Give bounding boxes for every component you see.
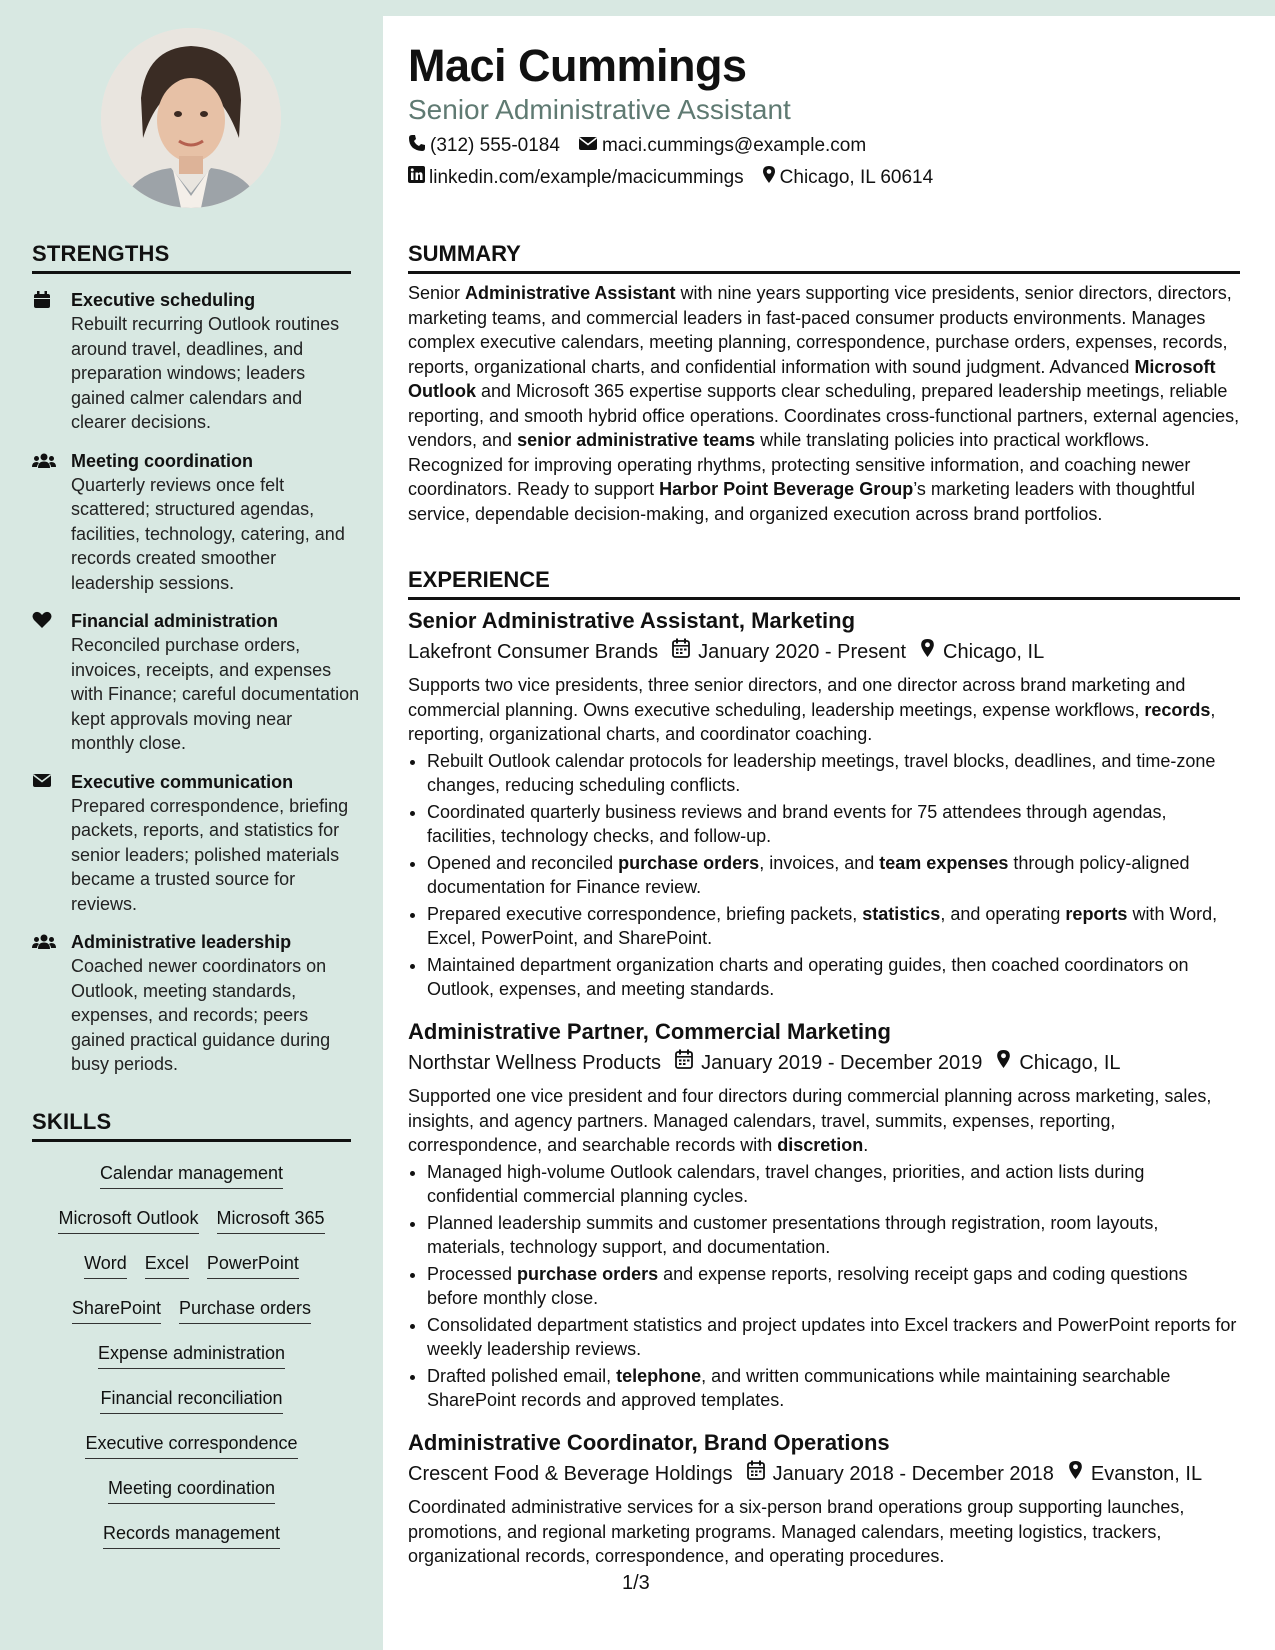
strength-desc: Quarterly reviews once felt scattered; structured agendas, facilities, technology, catering, and records created smoother leadership sessions. (71, 474, 345, 593)
bold-phrase: Harbor Point Beverage Group (659, 479, 914, 499)
strength-title: Administrative leadership (71, 932, 292, 952)
job-bullet: • Coordinated quarterly business reviews and brand events for 75 attendees through agendas, facilities, technology checks, and follow-up. (427, 800, 1240, 849)
page-number: 1/3 (622, 1572, 650, 1594)
strength-desc: Rebuilt recurring Outlook routines around travel, deadlines, and preparation windows; leaders gained calmer calendars and clearer decisions. (71, 314, 340, 432)
contact-row (408, 165, 951, 190)
bold-phrase: statistics (862, 903, 941, 924)
job-location: Chicago, IL (1019, 1052, 1121, 1074)
email-link[interactable]: maci.cummings@example.com (601, 135, 867, 156)
job-meta (408, 637, 1240, 667)
candidate-name: Maci Cummings (408, 40, 747, 91)
skill-tag: Records management (103, 1521, 280, 1549)
bold-phrase: telephone (616, 1365, 702, 1386)
strength-item (30, 609, 360, 756)
skills-heading: SKILLS (32, 1109, 351, 1142)
job-bullet: • Managed high-volume Outlook calendars, travel changes, priorities, and action lists during confidential commercial planning cycles. (427, 1160, 1240, 1209)
users-icon (32, 932, 54, 952)
job-title: Administrative Coordinator, Brand Operations (408, 1430, 890, 1455)
skill-tag: Meeting coordination (108, 1476, 275, 1504)
skill-row (32, 1296, 351, 1341)
job-dates: January 2018 - December 2018 (772, 1463, 1054, 1485)
job-bullets (408, 1160, 1240, 1413)
skills-list (32, 1161, 351, 1566)
envelope-icon (578, 135, 602, 157)
strength-item (30, 770, 360, 917)
job-title: Administrative Partner, Commercial Marketing (408, 1019, 891, 1044)
bold-phrase: Microsoft Outlook (408, 356, 1216, 401)
strength-item (30, 288, 360, 435)
skill-row (32, 1341, 351, 1386)
heart-icon (32, 611, 54, 631)
strength-item (30, 930, 360, 1077)
profile-photo (101, 28, 281, 208)
phone-text: (312) 555-0184 (430, 135, 560, 156)
skill-tag: Microsoft Outlook (58, 1206, 198, 1234)
skill-row (32, 1206, 351, 1251)
skill-tag: Executive correspondence (85, 1431, 297, 1459)
bold-phrase: purchase orders (517, 1263, 659, 1284)
map-pin-icon (982, 1048, 1019, 1078)
bold-phrase: reports (1065, 903, 1128, 924)
calendar-icon (658, 637, 698, 667)
job-entry (408, 1429, 1240, 1569)
users-icon (32, 451, 54, 471)
job-bullet: • Processed purchase orders and expense reports, resolving receipt gaps and coding questions before monthly close. (427, 1262, 1240, 1311)
map-pin-icon (762, 165, 780, 190)
skill-tag: Excel (145, 1251, 189, 1279)
job-dates: January 2019 - December 2019 (701, 1052, 983, 1074)
job-location: Chicago, IL (943, 641, 1045, 663)
skill-row (32, 1521, 351, 1566)
calendar-icon (32, 290, 54, 310)
experience-heading: EXPERIENCE (408, 567, 1240, 600)
skill-row (32, 1251, 351, 1296)
strength-title: Executive scheduling (71, 290, 256, 310)
job-entry (408, 607, 1240, 1004)
job-location: Evanston, IL (1090, 1463, 1203, 1485)
skill-tag: SharePoint (72, 1296, 161, 1324)
contact-row (408, 134, 884, 158)
skill-tag: Purchase orders (179, 1296, 311, 1324)
strength-desc: Prepared correspondence, briefing packets, reports, and statistics for senior leaders; polished materials became a trusted source for reviews. (71, 795, 349, 914)
bold-phrase: Administrative Assistant (465, 283, 676, 303)
skill-tag: PowerPoint (207, 1251, 299, 1279)
job-bullet: • Prepared executive correspondence, briefing packets, statistics, and operating reports with Word, Excel, PowerPoint, and SharePoint. (427, 902, 1240, 951)
job-bullet: • Drafted polished email, telephone, and written communications while maintaining searchable SharePoint records and approved templates. (427, 1364, 1240, 1413)
job-title: Senior Administrative Assistant, Marketing (408, 608, 856, 633)
phone-icon (408, 134, 430, 158)
job-description: Coordinated administrative services for a six-person brand operations group supporting launches, promotions, and regional marketing programs. Managed calendars, meeting logistics, trackers, organizational records, correspondence, and operating procedures. (408, 1497, 1185, 1566)
skill-row (32, 1161, 351, 1206)
bold-phrase: discretion (777, 1135, 864, 1155)
envelope-icon (32, 772, 54, 792)
summary-text: Senior Administrative Assistant with nine years supporting vice presidents, senior directors, directors, marketing teams, and commercial leaders in fast-paced consumer products environments. Manages complex executive calendars, meeting planning, correspondence, purchase orders, expenses, records, reports, organizational charts, and confidential information with sound judgment. Advanced Microsoft Outlook and Microsoft 365 expertise supports clear scheduling, prepared leadership meetings, reliable reporting, and smooth hybrid office operations. Coordinates cross-functional partners, external agencies, vendors, and senior administrative teams while translating policies into practical workflows. Recognized for improving operating rhythms, protecting sensitive information, and coaching newer coordinators. Ready to support Harbor Point Beverage Group’s marketing leaders with thoughtful service, dependable decision-making, and organized execution across brand portfolios. (408, 283, 1240, 524)
strength-title: Executive communication (71, 771, 294, 792)
job-bullets (408, 749, 1240, 1002)
strength-title: Financial administration (71, 611, 279, 631)
candidate-title: Senior Administrative Assistant (408, 94, 791, 125)
skill-row (32, 1431, 351, 1476)
phone-contact (408, 134, 560, 158)
skill-tag: Word (84, 1251, 127, 1279)
job-bullet: • Opened and reconciled purchase orders, invoices, and team expenses through policy-aligned documentation for Finance review. (427, 851, 1240, 900)
skill-tag: Microsoft 365 (217, 1206, 325, 1234)
strength-item (30, 449, 360, 596)
job-bullet: • Planned leadership summits and customer presentations through registration, room layouts, materials, technology support, and documentation. (427, 1211, 1240, 1260)
job-bullet: • Maintained department organization charts and operating guides, then coached coordinators on Outlook, expenses, and meeting standards. (427, 953, 1240, 1002)
skill-row (32, 1476, 351, 1521)
map-pin-icon (906, 637, 943, 667)
job-dates: January 2020 - Present (698, 641, 907, 663)
location-contact (762, 165, 934, 190)
top-band (383, 0, 1275, 16)
strength-desc: Coached newer coordinators on Outlook, meeting standards, expenses, and records; peers gained practical guidance during busy periods. (71, 956, 331, 1074)
bold-phrase: senior administrative teams (517, 430, 756, 450)
summary-heading: SUMMARY (408, 241, 1240, 274)
job-meta (408, 1048, 1240, 1078)
calendar-icon (733, 1459, 773, 1489)
job-description: Supports two vice presidents, three senior directors, and one director across brand marketing and commercial planning. Owns executive scheduling, leadership meetings, expense workflows, records, reporting, organizational charts, and coordinator coaching. (408, 675, 1216, 744)
skill-tag: Financial reconciliation (100, 1386, 282, 1414)
job-meta (408, 1459, 1240, 1489)
strength-desc: Reconciled purchase orders, invoices, receipts, and expenses with Finance; careful documentation kept approvals moving near monthly close. (71, 635, 360, 753)
bold-phrase: records (1144, 699, 1211, 720)
linkedin-link[interactable]: linkedin.com/example/macicummings (429, 166, 744, 188)
linkedin-icon (408, 166, 429, 189)
skill-tag: Expense administration (98, 1341, 285, 1369)
strength-title: Meeting coordination (71, 450, 253, 471)
company-name: Northstar Wellness Products (408, 1052, 662, 1074)
bold-phrase: purchase orders (618, 852, 760, 873)
job-description: Supported one vice president and four directors during commercial planning across marketing, sales, insights, and agency partners. Managed calendars, travel, summits, expenses, reporting, correspondence, and searchable records with discretion. (408, 1086, 1212, 1155)
bold-phrase: team expenses (879, 852, 1009, 873)
strengths-heading: STRENGTHS (32, 241, 351, 274)
strengths-list (30, 288, 360, 1091)
company-name: Lakefront Consumer Brands (408, 641, 659, 663)
calendar-icon (661, 1048, 701, 1078)
linkedin-contact[interactable] (408, 166, 744, 189)
company-name: Crescent Food & Beverage Holdings (408, 1463, 733, 1485)
email-contact[interactable] (578, 135, 866, 157)
map-pin-icon (1054, 1459, 1091, 1489)
job-entry (408, 1018, 1240, 1415)
job-bullet: • Rebuilt Outlook calendar protocols for leadership meetings, travel blocks, deadlines, and time-zone changes, reducing scheduling conflicts. (427, 749, 1240, 798)
skill-row (32, 1386, 351, 1431)
location-text: Chicago, IL 60614 (779, 166, 934, 188)
job-bullet: • Consolidated department statistics and project updates into Excel trackers and PowerPoint reports for weekly leadership reviews. (427, 1313, 1240, 1362)
skill-tag: Calendar management (100, 1161, 283, 1189)
